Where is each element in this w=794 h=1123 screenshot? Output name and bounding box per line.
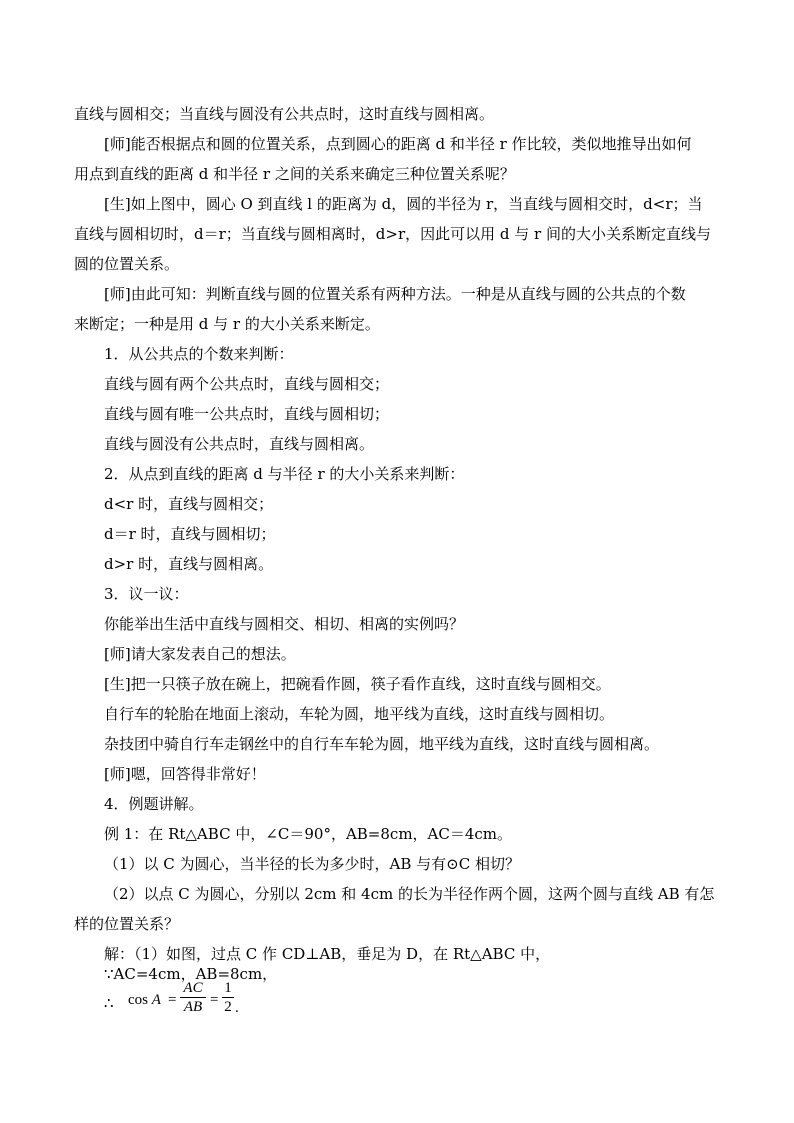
text-line: 直线与圆没有公共点时，直线与圆相离。 — [104, 435, 375, 453]
solution-line: 解：（1）如图，过点 C 作 CD⊥AB，垂足为 D，在 Rt△ABC 中， — [104, 945, 551, 963]
text-line: [师]由此可知：判断直线与圆的位置关系有两种方法。一种是从直线与圆的公共点的个数 — [104, 285, 686, 303]
text-line: [生]如上图中，圆心 O 到直线 l 的距离为 d，圆的半径为 r，当直线与圆相交时，d<r；当 — [104, 195, 703, 213]
equals-sign: = — [210, 992, 219, 1008]
section-heading: 4．例题讲解。 — [104, 795, 204, 813]
text-line: 来断定；一种是用 d 与 r 的大小关系来断定。 — [74, 315, 380, 333]
text-line: d>r 时，直线与圆相离。 — [104, 555, 274, 573]
text-line: d<r 时，直线与圆相交； — [104, 495, 274, 513]
section-heading: 2．从点到直线的距离 d 与半径 r 的大小关系来判断： — [104, 465, 465, 483]
text-line: 你能举出生活中直线与圆相交、相切、相离的实例吗？ — [104, 615, 465, 633]
text-line: 直线与圆有唯一公共点时，直线与圆相切； — [104, 405, 390, 423]
formula-cos — [128, 992, 161, 1009]
text-line: 直线与圆有两个公共点时，直线与圆相交； — [104, 375, 390, 393]
cosine-formula — [104, 980, 304, 1020]
text-line: 样的位置关系？ — [74, 915, 180, 933]
therefore-symbol: ∴ — [104, 994, 114, 1012]
cos-var: A — [151, 992, 161, 1008]
example-question: （2）以点 C 为圆心，分别以 2cm 和 4cm 的长为半径作两个圆，这两个圆与直线 AB 有怎 — [104, 885, 715, 903]
text-line: d＝r 时，直线与圆相切； — [104, 525, 276, 543]
example-question: （1）以 C 为圆心，当半径的长为多少时，AB 与有⊙C 相切？ — [104, 855, 520, 873]
fraction-denominator: 2 — [224, 999, 232, 1015]
text-line: 直线与圆相切时，d＝r；当直线与圆相离时，d>r，因此可以用 d 与 r 间的大小关系断定直线与 — [74, 225, 711, 243]
fraction-bar — [222, 997, 234, 998]
text-line: 杂技团中骑自行车走钢丝中的自行车车轮为圆，地平线为直线，这时直线与圆相离。 — [104, 735, 660, 753]
fraction-numerator: 1 — [224, 980, 232, 996]
fraction-ac-ab — [180, 980, 206, 1015]
fraction-bar — [180, 997, 206, 998]
section-heading: 1．从公共点的个数来判断： — [104, 345, 294, 363]
text-line: 用点到直线的距离 d 和半径 r 之间的关系来确定三种位置关系呢？ — [74, 165, 515, 183]
text-line: [师]能否根据点和圆的位置关系，点到圆心的距离 d 和半径 r 作比较，类似地推导出如何 — [104, 135, 692, 153]
fraction-one-half — [222, 980, 234, 1015]
fraction-denominator: AB — [183, 999, 203, 1015]
text-line: [生]把一只筷子放在碗上，把碗看作圆，筷子看作直线，这时直线与圆相交。 — [104, 675, 611, 693]
section-heading: 3．议一议： — [104, 585, 189, 603]
solution-line: ∵AC=4cm，AB=8cm， — [104, 965, 278, 983]
fraction-numerator: AC — [183, 980, 203, 996]
period: . — [235, 1000, 239, 1016]
text-line: 直线与圆相交；当直线与圆没有公共点时，这时直线与圆相离。 — [74, 105, 495, 123]
equals-sign: = — [168, 992, 177, 1008]
example-statement: 例 1：在 Rt△ABC 中，∠C＝90°，AB=8cm，AC＝4cm。 — [104, 825, 513, 843]
text-line: 自行车的轮胎在地面上滚动，车轮为圆，地平线为直线，这时直线与圆相切。 — [104, 705, 615, 723]
text-line: [师]请大家发表自己的想法。 — [104, 645, 296, 663]
text-line: [师]嗯，回答得非常好！ — [104, 765, 266, 783]
text-line: 圆的位置关系。 — [74, 255, 180, 273]
cos-func: cos — [128, 992, 148, 1008]
